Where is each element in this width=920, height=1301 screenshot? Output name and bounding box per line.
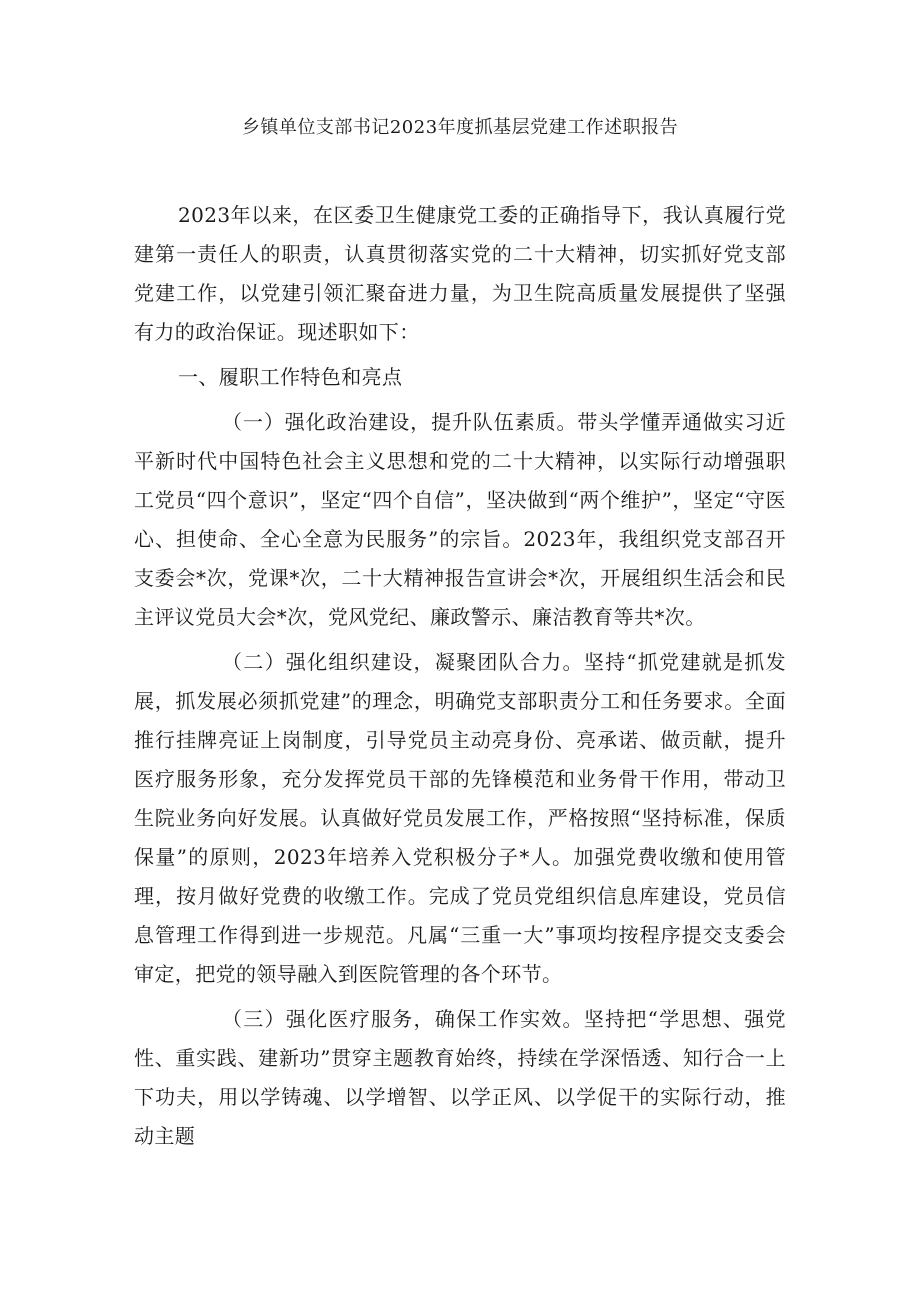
subsection-paragraph-3: （三）强化医疗服务，确保工作实效。坚持把“学思想、强党性、重实践、建新功”贯穿主题教育始终，持续在学深悟透、知行合一上下功夫，用以学铸魂、以学增智、以学正风、以学促干的实际行动，推动主题 [134, 1007, 786, 1148]
subsection-paragraph-2: （二）强化组织建设，凝聚团队合力。坚持“抓党建就是抓发展，抓发展必须抓党建”的理念，明确党支部职责分工和任务要求。全面推行挂牌亮证上岗制度，引导党员主动亮身份、亮承诺、做贡献，提升医疗服务形象，充分发挥党员干部的先锋模范和业务骨干作用，带动卫生院业务向好发展。认真做好党员发展工作，严格按照“坚持标准，保质保量”的原则，2023年培养入党积极分子*人。加强党费收缴和使用管理，按月做好党费的收缴工作。完成了党员党组织信息库建设，党员信息管理工作得到进一步规范。凡属“三重一大”事项均按程序提交支委会审定，把党的领导融入到医院管理的各个环节。 [134, 650, 786, 986]
document-title: 乡镇单位支部书记2023年度抓基层党建工作述职报告 [241, 117, 679, 138]
section-heading: 一、履职工作特色和亮点 [178, 365, 403, 389]
intro-paragraph: 2023年以来，在区委卫生健康党工委的正确指导下，我认真履行党建第一责任人的职责，认真贯彻落实党的二十大精神，切实抓好党支部党建工作，以党建引领汇聚奋进力量，为卫生院高质量发展提供了坚强有力的政治保证。现述职如下： [134, 203, 786, 344]
subsection-paragraph-1: （一）强化政治建设，提升队伍素质。带头学懂弄通做实习近平新时代中国特色社会主义思想和党的二十大精神，以实际行动增强职工党员“四个意识”，坚定“四个自信”，坚决做到“两个维护”，坚定“守医心、担使命、全心全意为民服务”的宗旨。2023年，我组织党支部召开支委会*次，党课*次，二十大精神报告宣讲会*次，开展组织生活会和民主评议党员大会*次，党风党纪、廉政警示、廉洁教育等共*次。 [134, 410, 786, 629]
document-body [134, 196, 786, 1156]
